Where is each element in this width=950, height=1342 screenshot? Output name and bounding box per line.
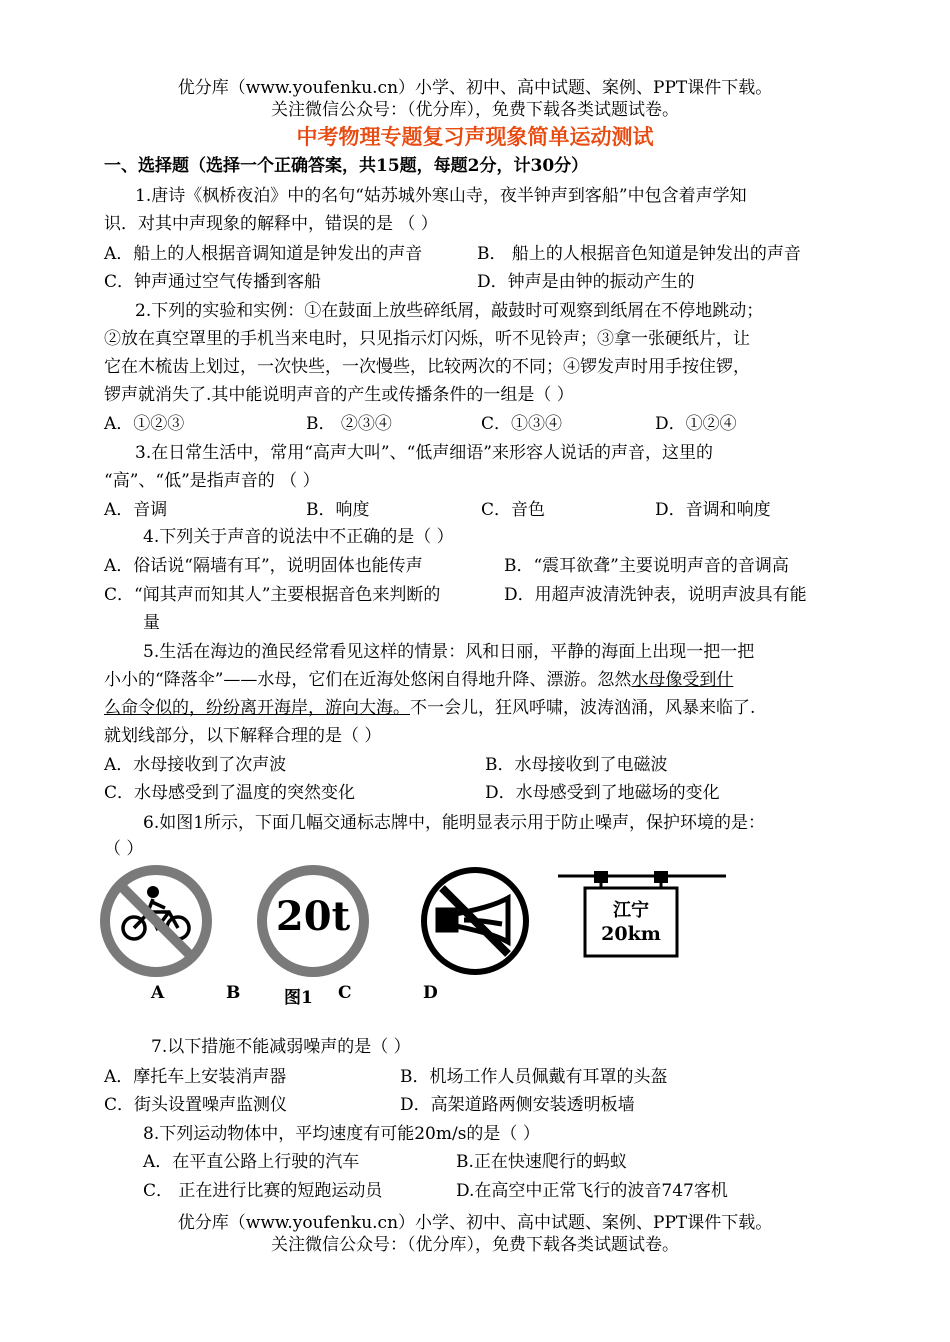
q2-stem-2: ②放在真空罩里的手机当来电时，只见指示灯闪烁，听不见铃声；③拿一张硬纸片，让 xyxy=(104,329,750,349)
q5-stem-3-text: 不一会儿，狂风呼啸，波涛汹涌，风暴来临了. xyxy=(410,698,756,718)
q8-option-b: B.正在快速爬行的蚂蚁 xyxy=(456,1152,627,1172)
q2-stem-1: 2.下列的实验和实例：①在鼓面上放些碎纸屑，敲鼓时可观察到纸屑在不停地跳动； xyxy=(135,301,764,321)
q7-option-c: C．街头设置噪声监测仪 xyxy=(104,1095,288,1115)
q4-option-d: D．用超声波清洗钟表，说明声波具有能 xyxy=(504,585,807,605)
figure-label-c: C xyxy=(338,983,352,1003)
q6-stem-2: （ ） xyxy=(104,839,144,859)
q2-stem-4: 锣声就消失了.其中能说明声音的产生或传播条件的一组是（ ） xyxy=(104,385,574,405)
sign-weight-text: 20t xyxy=(275,893,351,940)
q7-stem: 7.以下措施不能减弱噪声的是（ ） xyxy=(151,1037,411,1057)
q5-stem-2 xyxy=(104,669,733,691)
q5-stem-3 xyxy=(104,697,755,719)
q3-stem-1: 3.在日常生活中，常用“高声大叫”、“低声细语”来形容人说话的声音，这里的 xyxy=(135,443,713,463)
section-heading: 一、选择题（选择一个正确答案，共15题，每题2分，计30分） xyxy=(104,156,589,176)
q7-option-d: D．高架道路两侧安装透明板墙 xyxy=(400,1095,635,1115)
q2-option-a: A．①②③ xyxy=(104,414,185,434)
figure-label-a: A xyxy=(151,983,165,1003)
header-line-1: 优分库（www.youfenku.cn）小学、初中、高中试题、案例、PPT课件下载。 xyxy=(177,78,773,98)
q1-stem-1: 1.唐诗《枫桥夜泊》中的名句“姑苏城外寒山寺，夜半钟声到客船”中包含着声学知 xyxy=(135,186,747,206)
q4-option-d-cont: 量 xyxy=(143,613,160,633)
q1-option-a: A．船上的人根据音调知道是钟发出的声音 xyxy=(104,244,423,264)
q5-underlined-1: 水母像受到什 xyxy=(631,670,734,690)
q5-stem-2-text: 小小的“降落伞”——水母，它们在近海处悠闲自得地升降、漂游。忽然 xyxy=(104,670,632,690)
q4-stem: 4.下列关于声音的说法中不正确的是（ ） xyxy=(143,527,454,547)
q3-option-c: C．音色 xyxy=(481,500,546,520)
q5-option-a: A．水母接收到了次声波 xyxy=(104,755,287,775)
q6-stem-1: 6.如图1所示，下面几幅交通标志牌中，能明显表示用于防止噪声，保护环境的是： xyxy=(143,813,766,833)
figure-label-b: B xyxy=(226,983,241,1003)
q4-option-b: B．“震耳欲聋”主要说明声音的音调高 xyxy=(504,556,789,576)
q1-option-d: D．钟声是由钟的振动产生的 xyxy=(477,272,695,292)
q3-option-d: D．音调和响度 xyxy=(655,500,771,520)
q1-stem-2: 识．对其中声现象的解释中，错误的是 （ ） xyxy=(104,214,438,234)
figure-caption: 图1 xyxy=(284,988,313,1008)
q4-option-c: C．“闻其声而知其人”主要根据音色来判断的 xyxy=(104,585,441,605)
q2-option-d: D．①②④ xyxy=(655,414,737,434)
figure-label-d: D xyxy=(423,983,438,1003)
q3-stem-2: “高”、“低”是指声音的 （ ） xyxy=(104,471,320,491)
q7-option-a: A．摩托车上安装消声器 xyxy=(104,1067,287,1087)
q7-option-b: B．机场工作人员佩戴有耳罩的头盔 xyxy=(400,1067,668,1087)
q8-option-a: A．在平直公路上行驶的汽车 xyxy=(143,1152,360,1172)
sign-distance-place: 江宁 xyxy=(613,900,649,921)
q3-option-b: B．响度 xyxy=(306,500,370,520)
sign-no-bicycle xyxy=(97,862,215,980)
footer-line-1: 优分库（www.youfenku.cn）小学、初中、高中试题、案例、PPT课件下载。 xyxy=(177,1213,773,1233)
q1-option-b: B． 船上的人根据音色知道是钟发出的声音 xyxy=(477,244,801,264)
q5-stem-4: 就划线部分，以下解释合理的是（ ） xyxy=(104,726,382,746)
q2-option-b: B． ②③④ xyxy=(306,414,392,434)
sign-no-horn xyxy=(416,862,534,980)
q4-option-a: A．俗话说“隔墙有耳”，说明固体也能传声 xyxy=(104,556,423,576)
q2-stem-3: 它在木梳齿上划过，一次快些，一次慢些，比较两次的不同；④锣发声时用手按住锣， xyxy=(104,357,750,377)
sign-distance-km: 20km xyxy=(601,923,661,945)
q5-stem-1: 5.生活在海边的渔民经常看见这样的情景：风和日丽，平静的海面上出现一把一把 xyxy=(143,642,755,662)
q1-option-c: C．钟声通过空气传播到客船 xyxy=(104,272,322,292)
q8-stem: 8.下列运动物体中，平均速度有可能20m/s的是（ ） xyxy=(143,1124,540,1144)
q8-option-c: C． 正在进行比赛的短跑运动员 xyxy=(143,1181,383,1201)
q2-option-c: C．①③④ xyxy=(481,414,563,434)
sign-weight-limit xyxy=(254,862,372,980)
q5-option-c: C．水母感受到了温度的突然变化 xyxy=(104,783,356,803)
q5-option-b: B．水母接收到了电磁波 xyxy=(485,755,668,775)
q5-underlined-2: 么命令似的，纷纷离开海岸，游向大海。 xyxy=(104,698,410,718)
page-title: 中考物理专题复习声现象简单运动测试 xyxy=(296,124,654,149)
header-line-2: 关注微信公众号：（优分库），免费下载各类试题试卷。 xyxy=(271,100,679,120)
q5-option-d: D．水母感受到了地磁场的变化 xyxy=(485,783,720,803)
q3-option-a: A．音调 xyxy=(104,500,168,520)
footer-line-2: 关注微信公众号：（优分库），免费下载各类试题试卷。 xyxy=(271,1235,679,1255)
sign-distance xyxy=(558,870,726,960)
q8-option-d: D.在高空中正常飞行的波音747客机 xyxy=(456,1181,728,1201)
